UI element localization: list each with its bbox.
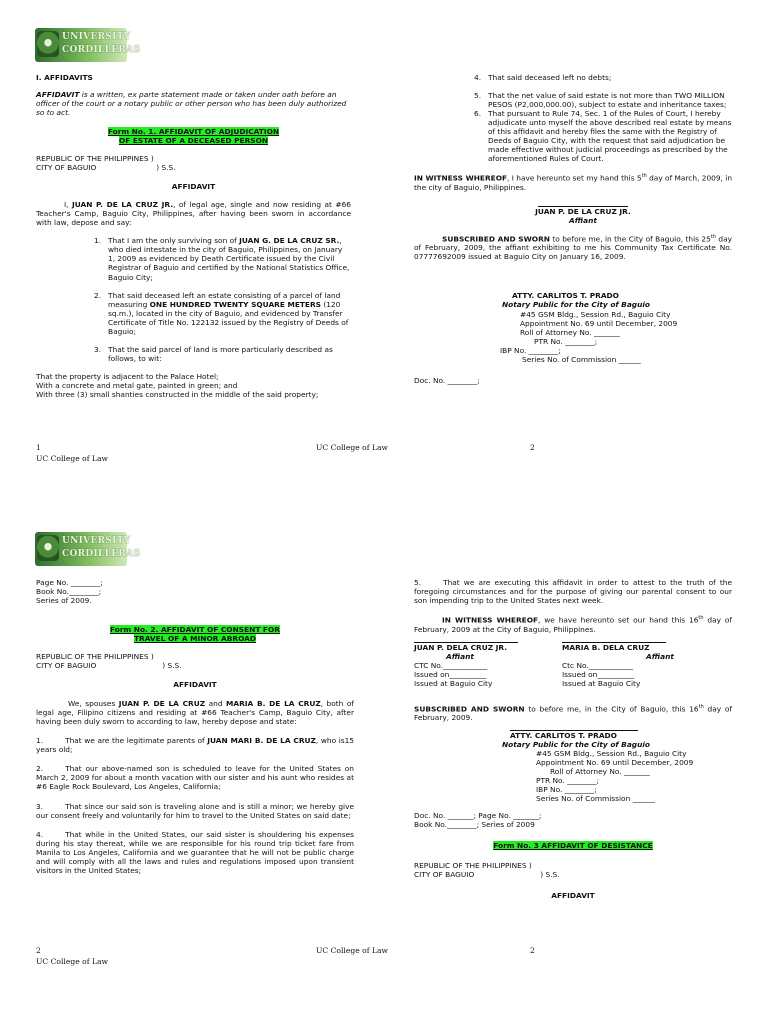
affidavit-title: AFFIDAVIT (551, 890, 595, 900)
series-year: Series of 2009. (36, 596, 92, 606)
affiant-1-block: JUAN P. DELA CRUZ JR. Affiant CTC No.____________ Issued on__________ Issued at Baguio City (414, 642, 524, 688)
sworn-clause: SUBSCRIBED AND SWORN to before me, in the City of Baguio, this 25th day of February, 2009, the affiant exhibiting to me his Community Tax Certificate No. 07777692009 issued at Baguio City on January 16, 2009. (414, 233, 732, 262)
footer-college: UC College of Law (316, 946, 388, 955)
list-item: 2. That said deceased left an estate consisting of a parcel of land measuring ONE HUNDRED TWENTY SQUARE METERS (120 sq.m.), located in the city of Baguio, and evidenced by Transfer Certificate of Title No. 122132 issued by the Registry of Deeds of Baguio; (94, 290, 349, 336)
university-seal-icon (37, 535, 59, 561)
page-no: Page No. ________; (36, 578, 103, 587)
form-2-title: Form No. 2. AFFIDAVIT OF CONSENT FOR TRAVEL OF A MINOR ABROAD (110, 625, 280, 644)
venue-city: CITY OF BAGUIO ) S.S. (36, 163, 176, 173)
affiant-label: Affiant (569, 215, 597, 225)
bottom-right-page (414, 578, 732, 900)
list-item: 4. That said deceased left no debts; (474, 73, 612, 82)
list-item: 4. That while in the United States, our said sister is shouldering his expenses during his stay thereat, while we are responsible for his round trip ticket fare from Manila to Los Angeles, California and we guarantee that he will not be public charge and will comply with all the laws and rules and regulations imposed upon transient visitors in the United States; (36, 829, 354, 875)
series-commission: Series No. of Commission ______ (522, 354, 641, 364)
footer-college: UC College of Law (36, 957, 108, 966)
affidavit-definition: AFFIDAVIT is a written, ex parte statement made or taken under oath before an officer of the court or a notary public or other person who has been duly authorized so to act. (36, 90, 347, 118)
affiant-intro: I, JUAN P. DE LA CRUZ JR., of legal age, single and now residing at #66 Teacher's Camp, Baguio City, Philippines, after having been sworn in accordance with law, depose and say: (36, 200, 351, 228)
notary-detail: Appointment No. 69 until December, 2009 (520, 318, 678, 328)
ibp-no: IBP No. ________; (500, 345, 561, 355)
notary-detail: Roll of Attorney No. _______ (520, 327, 620, 337)
affidavit-title: AFFIDAVIT (173, 680, 217, 690)
property-description-line: That the property is adjacent to the Palace Hotel; (36, 371, 219, 381)
venue-republic: REPUBLIC OF THE PHILIPPINES ) (414, 860, 532, 870)
page-number: 1 (36, 443, 41, 452)
venue-city: CITY OF BAGUIO ) S.S. (414, 869, 560, 879)
notary-detail: Series No. of Commission ______ (536, 794, 655, 804)
list-item: 1. That I am the only surviving son of JUAN G. DE LA CRUZ SR., who died intestate in the city of Baguio, Philippines, on January 1, 2009 as evidenced by Death Certificate issued by the Civil Registrar of Baguio and certified by the National Statistics Office, Baguio City; (94, 236, 350, 282)
affiant-2-block: MARIA B. DELA CRUZ Affiant Ctc No.____________ Issued on__________ Issued at Baguio City (562, 642, 674, 688)
university-logo: UNIVERSITY CORDILLERAS (35, 28, 127, 62)
form-3-title: Form No. 3 AFFIDAVIT OF DESISTANCE (493, 841, 653, 851)
property-description-line: With a concrete and metal gate, painted in green; and (36, 380, 238, 390)
venue-republic: REPUBLIC OF THE PHILIPPINES ) (36, 154, 154, 164)
list-item: 3. That the said parcel of land is more particularly described as follows, to wit: (94, 344, 333, 363)
notary-title: Notary Public for the City of Baguio (502, 740, 650, 750)
affiant-name: JUAN P. DE LA CRUZ JR. (535, 206, 631, 216)
affidavit-title: AFFIDAVIT (171, 182, 216, 192)
list-item: 6. That pursuant to Rule 74, Sec. 1 of the Rules of Court, I hereby adjudicate unto myself the above described real estate by means of this affidavit and hereby files the same with the Registry of Deeds of Baguio City, with the request that said adjudication be made effective without judicial proceedings as prescribed by the aforementioned Rules of Court. (474, 109, 732, 164)
notary-detail: #45 GSM Bldg., Session Rd., Baguio City (536, 749, 687, 759)
list-item: 5. That we are executing this affidavit in order to attest to the truth of the foregoing circumstances and for the purpose of giving our parental consent to our son impending trip to the United States next week. (414, 578, 732, 606)
witness-clause: IN WITNESS WHEREOF, I have hereunto set my hand this 5th day of March, 2009, in the city of Baguio, Philippines. (414, 173, 732, 192)
list-item: 2. That our above-named son is scheduled to leave for the United States on March 2, 2009 for about a month vacation with our sister and his aunt who resides at #6 Eagle Rock Boulevard, Los Angeles, California; (36, 764, 354, 792)
book-series: Book No.________; Series of 2009 (414, 820, 535, 830)
notary-detail: PTR No. ________; (534, 336, 598, 346)
list-item: 5. That the net value of said estate is not more than TWO MILLION PESOS (P2,000,000.00), subject to estate and inheritance taxes; (474, 91, 727, 110)
notary-detail: PTR No. ________; (536, 776, 600, 786)
witness-clause: IN WITNESS WHEREOF, we have hereunto set our hand this 16th day of February, 2009 at the City of Baguio, Philippines. (414, 615, 732, 634)
notary-name: ATTY. CARLITOS T. PRADO (512, 291, 619, 301)
section-heading: I. AFFIDAVITS (36, 73, 93, 82)
university-seal-icon (37, 31, 59, 57)
form-1-title: Form No. 1. AFFIDAVIT OF ADJUDICATION OF ESTATE OF A DECEASED PERSON (107, 127, 280, 146)
venue-city: CITY OF BAGUIO ) S.S. (36, 661, 182, 671)
page-number: 2 (36, 946, 41, 955)
top-right-page (414, 73, 732, 385)
top-left-page (36, 73, 351, 399)
affiant-intro: We, spouses JUAN P. DE LA CRUZ and MARIA B. DE LA CRUZ, both of legal age, Filipino citizens and residing at #66 Teacher's Camp, Baguio City, after having been duly sworn to according to law, hereby depose and state: (36, 699, 354, 727)
book-no: Book No.________; (36, 587, 102, 597)
venue-republic: REPUBLIC OF THE PHILIPPINES ) (36, 652, 154, 662)
notary-detail: Roll of Attorney No. _______ (550, 767, 650, 777)
property-description-line: With three (3) small shanties constructed in the middle of the said property; (36, 389, 319, 399)
bottom-left-page (36, 578, 354, 875)
notary-detail: Appointment No. 69 until December, 2009 (536, 758, 694, 768)
list-item: 3. That since our said son is traveling alone and is still a minor; we hereby give our consent freely and voluntarily for him to travel to the United States on said date; (36, 801, 354, 820)
notary-detail: IBP No. ________; (536, 785, 597, 795)
page-number: 2 (530, 443, 535, 452)
page-number: 2 (530, 946, 535, 955)
sworn-clause: SUBSCRIBED AND SWORN to before me, in the City of Baguio, this 16th day of February, 2009. (414, 703, 732, 723)
notary-name: ATTY. CARLITOS T. PRADO (510, 731, 617, 741)
doc-page-no: Doc. No. _______; Page No. _______; (414, 811, 542, 821)
notary-title: Notary Public for the City of Baguio (502, 300, 650, 310)
footer-college: UC College of Law (36, 454, 108, 463)
footer-college: UC College of Law (316, 443, 388, 452)
list-item: 1. That we are the legitimate parents of JUAN MARI B. DE LA CRUZ, who is15 years old; (36, 736, 355, 755)
doc-no: Doc. No. ________; (414, 375, 480, 385)
university-logo: UNIVERSITY CORDILLERAS (35, 532, 127, 566)
notary-detail: #45 GSM Bldg., Session Rd., Baguio City (520, 309, 671, 319)
